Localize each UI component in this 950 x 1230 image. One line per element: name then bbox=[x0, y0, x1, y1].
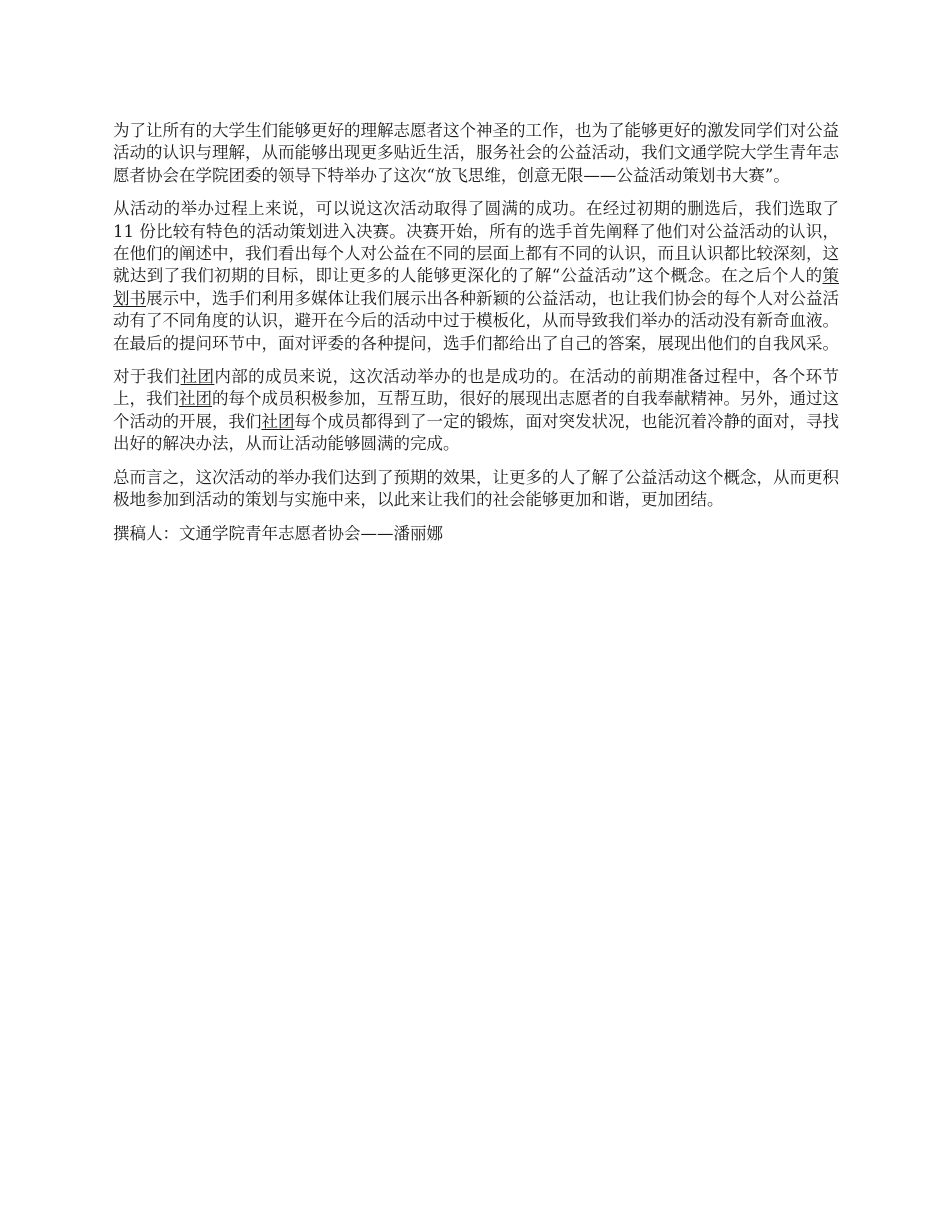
paragraph-process-text-b: 展示中，选手们利用多媒体让我们展示出各种新颖的公益活动，也让我们协会的每个人对公益活动有了不同角度的认识，避开在今后的活动中过于模板化，从而导致我们举办的活动没有新奇血液。在最后的提问环节中，面对评委的各种提问，选手们都给出了自己的答案，展现出他们的自我风采。 bbox=[113, 288, 839, 353]
paragraph-intro: 为了让所有的大学生们能够更好的理解志愿者这个神圣的工作，也为了能够更好的激发同学们对公益活动的认识与理解，从而能够出现更多贴近生活，服务社会的公益活动，我们文通学院大学生青年志愿者协会在学院团委的领导下特举办了这次“放飞思维，创意无限——公益活动策划书大赛”。 bbox=[113, 121, 839, 185]
author-line: 撰稿人：文通学院青年志愿者协会——潘丽娜 bbox=[113, 523, 443, 543]
paragraph-members-text-c: 的每个成员积极参加，互帮互助，很好的展现出志愿者的自我奉献精神。另外，通过这个活动的开展，我们 bbox=[113, 389, 839, 431]
link-proposal[interactable]: 策划书 bbox=[113, 266, 839, 308]
paragraph-conclusion: 总而言之，这次活动的举办我们达到了预期的效果，让更多的人了解了公益活动这个概念，从而更积极地参加到活动的策划与实施中来，以此来让我们的社会能够更加和谐，更加团结。 bbox=[113, 467, 839, 510]
paragraph-process-text-a: 从活动的举办过程上来说，可以说这次活动取得了圆满的成功。在经过初期的删选后，我们选取了 11 份比较有特色的活动策划进入决赛。决赛开始，所有的选手首先阐释了他们对公益活动的认识，在他们的阐述中，我们看出每个人对公益在不同的层面上都有不同的认识，而且认识都比较深刻，这就达到了我们初期的目标，即让更多的人能够更深化的了解“公益活动”这个概念。在之后个人的 bbox=[113, 199, 839, 286]
document-body bbox=[113, 120, 839, 556]
paragraph-process bbox=[113, 198, 839, 355]
paragraph-members-text-d: 每个成员都得到了一定的锻炼，面对突发状况，也能沉着冷静的面对，寻找出好的解决办法，从而让活动能够圆满的完成。 bbox=[113, 411, 839, 454]
link-club-2[interactable]: 社团 bbox=[179, 389, 212, 409]
paragraph-members-text-b: 内部的成员来说，这次活动举办的也是成功的。在活动的前期准备过程中，各个环节上，我们 bbox=[113, 367, 840, 409]
paragraph-members bbox=[113, 366, 839, 456]
link-club-1[interactable]: 社团 bbox=[180, 367, 215, 387]
paragraph-members-text-a: 对于我们 bbox=[113, 367, 181, 387]
link-club-3[interactable]: 社团 bbox=[261, 411, 295, 431]
